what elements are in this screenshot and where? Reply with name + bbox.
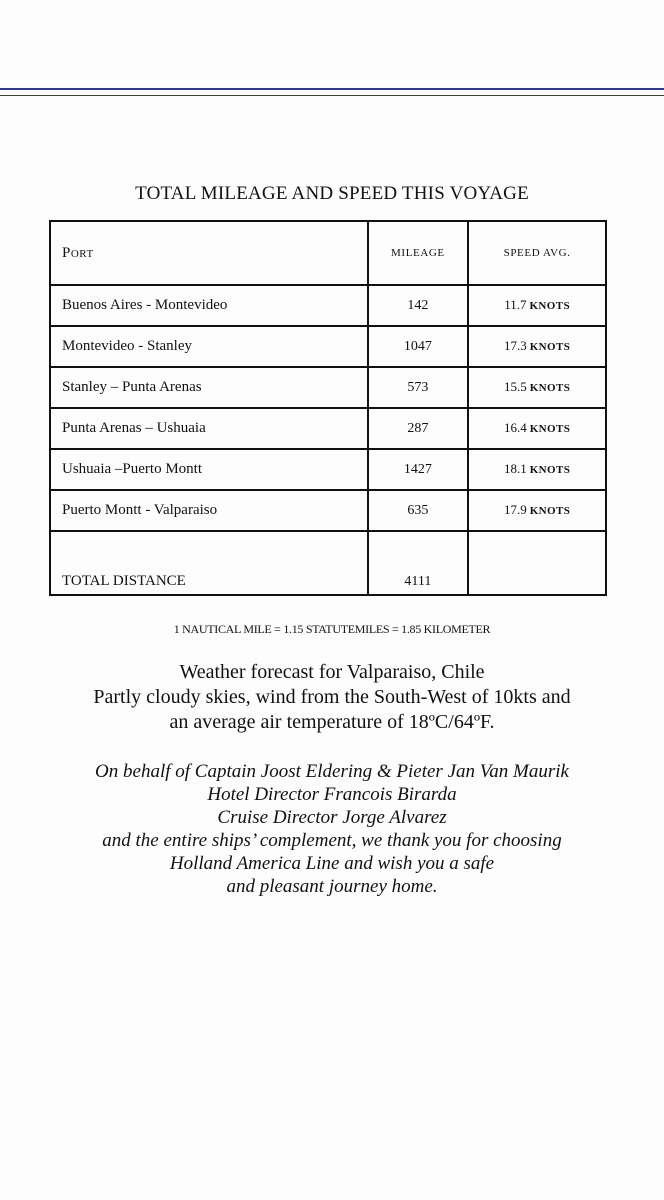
row-mileage: 287 <box>368 408 469 449</box>
mileage-table <box>49 220 607 596</box>
total-speed-empty <box>468 531 606 595</box>
row-port: Stanley – Punta Arenas <box>50 367 368 408</box>
table-row <box>50 490 606 531</box>
header-port: Port <box>50 221 368 285</box>
top-rule-thin <box>0 95 664 96</box>
total-label: TOTAL DISTANCE <box>50 531 368 595</box>
row-speed: 15.5 KNOTS <box>468 367 606 408</box>
weather-forecast <box>0 660 664 735</box>
thanks-line: and the entire ships’ complement, we thank you for choosing <box>102 830 562 851</box>
total-mileage: 4111 <box>368 531 469 595</box>
row-port: Punta Arenas – Ushuaia <box>50 408 368 449</box>
row-speed: 16.4 KNOTS <box>468 408 606 449</box>
top-rule <box>0 88 664 90</box>
row-mileage: 635 <box>368 490 469 531</box>
thank-you-message <box>0 760 664 898</box>
thanks-line: Hotel Director Francois Birarda <box>207 784 457 805</box>
thanks-line: On behalf of Captain Joost Eldering & Pieter Jan Van Maurik <box>95 761 569 782</box>
row-mileage: 142 <box>368 285 469 326</box>
row-mileage: 573 <box>368 367 469 408</box>
table-row <box>50 408 606 449</box>
table-header-row <box>50 221 606 285</box>
thanks-line: Cruise Director Jorge Alvarez <box>217 807 447 828</box>
header-mileage: MILEAGE <box>368 221 469 285</box>
row-port: Montevideo - Stanley <box>50 326 368 367</box>
conversion-note: 1 NAUTICAL MILE = 1.15 STATUTEMILES = 1.85 KILOMETER <box>173 622 491 636</box>
row-mileage: 1427 <box>368 449 469 490</box>
table-row <box>50 326 606 367</box>
row-speed: 17.3 KNOTS <box>468 326 606 367</box>
row-port: Puerto Montt - Valparaiso <box>50 490 368 531</box>
header-speed: SPEED AVG. <box>468 221 606 285</box>
weather-line: an average air temperature of 18ºC/64ºF. <box>169 711 495 733</box>
weather-line: Partly cloudy skies, wind from the South-West of 10kts and <box>93 686 571 708</box>
row-speed: 17.9 KNOTS <box>468 490 606 531</box>
row-mileage: 1047 <box>368 326 469 367</box>
thanks-line: Holland America Line and wish you a safe <box>169 853 495 874</box>
weather-line: Weather forecast for Valparaiso, Chile <box>179 661 485 683</box>
thanks-line: and pleasant journey home. <box>226 876 438 897</box>
page-title: TOTAL MILEAGE AND SPEED THIS VOYAGE <box>135 183 529 204</box>
row-speed: 18.1 KNOTS <box>468 449 606 490</box>
table-row <box>50 367 606 408</box>
total-row <box>50 531 606 595</box>
row-speed: 11.7 KNOTS <box>468 285 606 326</box>
table-row <box>50 449 606 490</box>
table-row <box>50 285 606 326</box>
row-port: Buenos Aires - Montevideo <box>50 285 368 326</box>
row-port: Ushuaia –Puerto Montt <box>50 449 368 490</box>
